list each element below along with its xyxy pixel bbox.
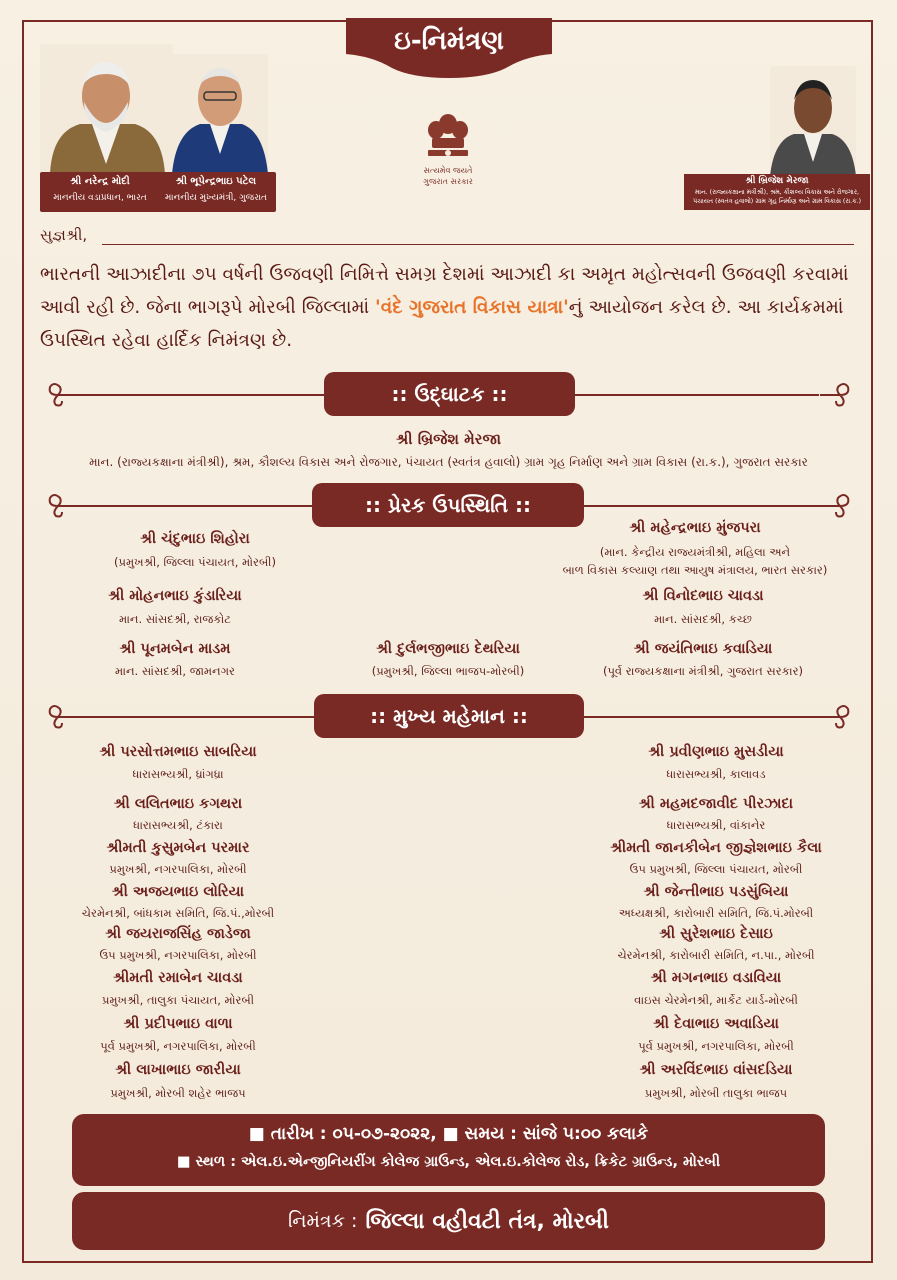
flourish-right-icon [818, 699, 854, 735]
guest-name: શ્રી પરસોત્તમભાઇ સાબરિયા [99, 744, 257, 760]
guest-name: શ્રી પ્રદીપભાઇ વાળા [123, 1016, 233, 1032]
inspiring-role: માન. સાંસદશ્રી, જામનગર [115, 664, 235, 678]
section-guests-heading: :: મુખ્ય મહેમાન :: [314, 694, 584, 738]
event-date-time: ■ તારીખ : ૦૫-૦૭-૨૦૨૨, ■ સમય : સાંજે ૫:૦૦ કલાકે [248, 1124, 649, 1144]
flourish-right-icon [818, 488, 854, 524]
inspiring-role: (પૂર્વ રાજ્યકક્ષાના મંત્રીશ્રી, ગુજરાત સરકાર) [602, 664, 804, 678]
divider-left [78, 505, 312, 507]
inspiring-role: માન. સાંસદશ્રી, રાજકોટ [119, 612, 231, 626]
minister-role-line2: પંચાયત (સ્વતંત્ર હવાલો) ગ્રામ ગૃહ નિર્માણ અને ગ્રામ વિકાસ (રા.ક.) [692, 198, 862, 205]
guest-role: પ્રમુખશ્રી, મોરબી શહેર ભાજપ [110, 1086, 246, 1100]
guest-name: શ્રી લાખાભાઇ જારીયા [115, 1062, 241, 1078]
guest-name: શ્રી લલિતભાઇ કગથરા [113, 796, 243, 812]
flourish-right-icon [818, 377, 854, 413]
inspiring-name: શ્રી મોહનભાઇ કુંડારિયા [108, 588, 242, 604]
guest-name: શ્રી પ્રવીણભાઇ મુસડીયા [648, 744, 784, 760]
guest-role: પૂર્વ પ્રમુખશ્રી, નગરપાલિકા, મોરબી [100, 1039, 256, 1053]
guest-role: ધારાસભ્યશ્રી, ધ્રાંગધ્રા [132, 767, 224, 781]
cm-name: શ્રી ભૂપેન્દ્રભાઇ પટેલ [175, 176, 257, 187]
guest-role: વાઇસ ચેરમેનશ્રી, માર્કેટ યાર્ડ-મોરબી [634, 993, 798, 1007]
cm-role: માનનીય મુખ્યમંત્રી, ગુજરાત [164, 193, 268, 203]
inspiring-role-line2: બાળ વિકાસ કલ્યાણ તથા આયુષ મંત્રાલય, ભારત સરકાર) [562, 563, 828, 577]
salutation-line [102, 244, 854, 245]
host-value: જિલ્લા વહીવટી તંત્ર, મોરબી [365, 1208, 609, 1234]
pm-name: શ્રી નરેન્દ્ર મોદી [70, 176, 130, 187]
guest-role: ધારાસભ્યશ્રી, કાલાવડ [666, 767, 766, 781]
event-details-box [72, 1114, 825, 1186]
yatra-highlight: 'વંદે ગુજરાત વિકાસ યાત્રા' [375, 297, 569, 318]
photo-cm [172, 54, 268, 174]
host-box [72, 1192, 825, 1250]
flourish-left-icon [44, 699, 80, 735]
guest-role: ચેરમેનશ્રી, બાંધકામ સમિતિ, જિ.પં.,મોરબી [81, 906, 275, 920]
guest-name: શ્રી અરવિંદભાઇ વાંસદડિયા [639, 1062, 793, 1078]
guest-name: શ્રી દેવાભાઇ અવાડિયા [653, 1016, 779, 1032]
section-inaugurator-heading: :: ઉદ્‌ઘાટક :: [324, 372, 575, 416]
guest-role: ઉપ પ્રમુખશ્રી, નગરપાલિકા, મોરબી [99, 948, 257, 962]
divider-left [78, 716, 314, 718]
divider-right [584, 716, 820, 718]
inspiring-name: શ્રી પૂનમબેન માડમ [119, 641, 231, 657]
inaugurator-name: શ્રી બ્રિજેશ મેરજા [395, 430, 502, 448]
divider-right [575, 394, 819, 396]
photo-pm [40, 44, 173, 174]
emblem-motto: સત્યમેવ જયતે [423, 166, 473, 175]
divider-right [584, 505, 820, 507]
guest-name: શ્રી અજયભાઇ લોરિયા [111, 884, 245, 900]
divider-left [78, 394, 324, 396]
section-inspiring-heading: :: પ્રેરક ઉપસ્થિતિ :: [312, 483, 584, 527]
salutation: સુજ્ઞશ્રી, [40, 226, 88, 244]
guest-name: શ્રીમતી કુસુમબેન પરમાર [106, 840, 250, 856]
photo-minister [770, 66, 856, 176]
guest-role: ધારાસભ્યશ્રી, વાંકાનેર [666, 818, 766, 832]
title-tab [346, 18, 552, 78]
guest-name: શ્રીમતી જાનકીબેન જીજ્ઞેશભાઇ કૈલા [610, 840, 822, 856]
intro-part1: ભારતની આઝાદીના ૭૫ વર્ષની ઉજવણી નિમિત્તે સમગ્ર દેશમાં આઝાદી કા અમૃત મહોત્સવની ઉજવણી કરવામાં આવી રહી છે. જેના ભાગરૂપે મોરબી જિલ્લામાં [40, 264, 849, 318]
guest-name: શ્રી જયરાજસિંહ જાડેજા [105, 926, 251, 942]
guest-name: શ્રી મહમદજાવીદ પીરઝાદા [638, 796, 794, 812]
guest-role: પૂર્વ પ્રમુખશ્રી, નગરપાલિકા, મોરબી [638, 1039, 794, 1053]
guest-role: પ્રમુખશ્રી, તાલુકા પંચાયત, મોરબી [101, 993, 255, 1007]
guest-role: પ્રમુખશ્રી, નગરપાલિકા, મોરબી [109, 862, 247, 876]
inspiring-role: (પ્રમુખશ્રી, જિલ્લા પંચાયત, મોરબી) [114, 555, 276, 569]
inspiring-name: શ્રી દુર્લભજીભાઇ દેથરિયા [376, 641, 520, 657]
inspiring-role: (માન. કેન્દ્રીય રાજ્યમંત્રીશ્રી, મહિલા અને [599, 545, 791, 559]
emblem-govt: ગુજરાત સરકાર [423, 177, 473, 186]
inaugurator-role: માન. (રાજ્યકક્ષાના મંત્રીશ્રી), શ્રમ, કૌશલ્ય વિકાસ અને રોજગાર, પંચાયત (સ્વતંત્ર હવાલો) ગ્રામ ગૃહ નિર્માણ અને ગ્રામ વિકાસ (રા.ક.), ગુજરાત સરકાર [89, 455, 808, 469]
flourish-left-icon [44, 377, 80, 413]
inspiring-name: શ્રી ચંદુભાઇ શિહોરા [140, 531, 250, 547]
intro-paragraph [40, 258, 858, 357]
inspiring-role: (પ્રમુખશ્રી, જિલ્લા ભાજપ-મોરબી) [371, 664, 525, 678]
guest-name: શ્રી સુરેશભાઇ દેસાઇ [659, 926, 773, 942]
intro-part2: નું આયોજન કરેલ છે. આ કાર્યક્રમમાં ઉપસ્થિત રહેવા હાર્દિક નિમંત્રણ છે. [40, 297, 844, 351]
guest-role: અધ્યક્ષશ્રી, કારોબારી સમિતિ, જિ.પં.મોરબી [618, 906, 814, 920]
page-title: ઇ-નિમંત્રણ [394, 26, 504, 56]
inspiring-role: માન. સાંસદશ્રી, કચ્છ [654, 612, 752, 626]
guest-role: ઉપ પ્રમુખશ્રી, જિલ્લા પંચાયત, મોરબી [629, 862, 803, 876]
inspiring-name: શ્રી વિનોદભાઇ ચાવડા [642, 588, 764, 604]
minister-role-line1: માન. (રાજ્યકક્ષાના મંત્રીશ્રી), શ્રમ, કૌશલ્ય વિકાસ અને રોજગાર, [695, 189, 859, 196]
guest-name: શ્રીમતી રમાબેન ચાવડા [113, 970, 243, 986]
guest-name: શ્રી મગનભાઇ વડાવિયા [650, 970, 782, 986]
event-venue: ■ સ્થળ : એલ.ઇ.એન્જીનિયરીંગ કોલેજ ગ્રાઉન્ડ, એલ.ઇ.કોલેજ રોડ, ક્રિકેટ ગ્રાઉન્ડ, મોરબી [176, 1154, 721, 1170]
guest-role: ધારાસભ્યશ્રી, ટંકારા [133, 818, 223, 832]
pm-role: માનનીય વડાપ્રધાન, ભારત [53, 193, 147, 203]
guest-role: પ્રમુખશ્રી, મોરબી તાલુકા ભાજપ [644, 1086, 788, 1100]
minister-name: શ્રી બ્રિજેશ મેરજા [745, 176, 809, 186]
flourish-left-icon [44, 488, 80, 524]
inspiring-name: શ્રી જયંતિભાઇ કવાડિયા [633, 641, 773, 657]
inspiring-name: શ્રી મહેન્દ્રભાઇ મુંજપરા [629, 520, 761, 536]
guest-name: શ્રી જેન્તીભાઇ પડસુંબિયા [643, 884, 789, 900]
guest-role: ચેરમેનશ્રી, કારોબારી સમિતિ, ન.પા., મોરબી [617, 948, 815, 962]
host-label: નિમંત્રક : [288, 1210, 358, 1232]
